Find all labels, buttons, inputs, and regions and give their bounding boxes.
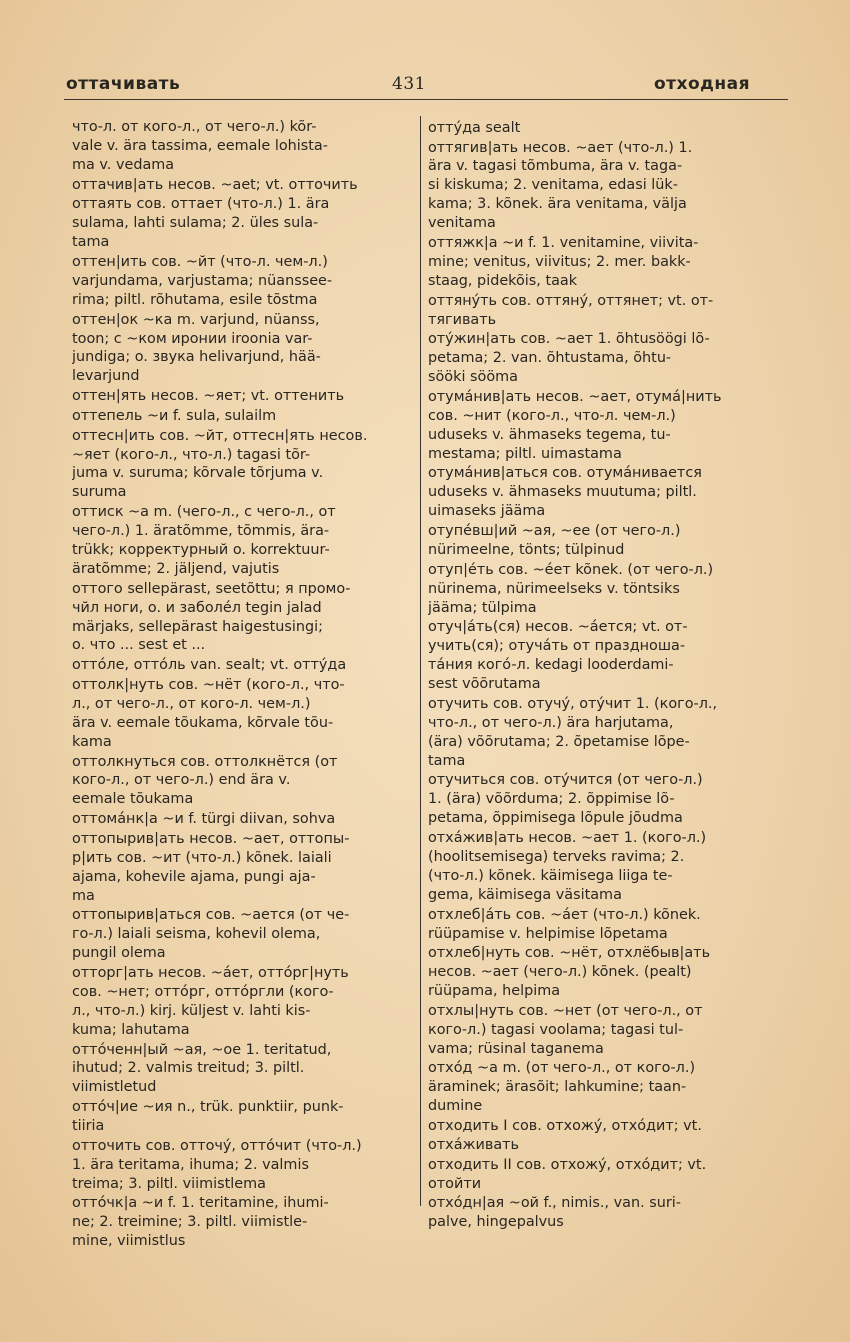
dictionary-entry-line: оттопырив|ать несов. ~aет, оттопы- bbox=[72, 830, 350, 847]
dictionary-entry-line: отхлы|нуть сов. ~нет (от чего-л., от bbox=[428, 1002, 703, 1019]
dictionary-text-line: rüüpamise v. helpimise lõpetama bbox=[428, 925, 668, 942]
dictionary-text-line: äratõmme; 2. jäljend, vajutis bbox=[72, 560, 280, 577]
dictionary-text-line: jundiga; o. звука helivarjund, hää- bbox=[72, 349, 321, 366]
dictionary-entry-line: отточить сов. оттoчý, оттóчит (что-л.) bbox=[72, 1137, 362, 1154]
dictionary-text-line: tama bbox=[428, 752, 466, 769]
dictionary-text-line: uduseks v. ähmaseks muutuma; piltl. bbox=[428, 484, 697, 501]
dictionary-text-line: отойти bbox=[428, 1175, 482, 1192]
dictionary-text-line: сов. ~нит (кого-л., что-л. чем-л.) bbox=[428, 407, 676, 424]
dictionary-text-line: vama; rüsinal taganema bbox=[428, 1040, 604, 1057]
dictionary-text-line: го-л.) laiali seisma, kohevil olema, bbox=[72, 926, 321, 943]
dictionary-text-line: ma bbox=[72, 887, 95, 904]
dictionary-text-line: кого-л.) tagasi voolama; tagasi tul- bbox=[428, 1021, 684, 1038]
dictionary-text-line: чего-л.) 1. äratõmme, tõmmis, ära- bbox=[72, 523, 330, 540]
dictionary-text-line: toon; с ~ком иронии iroonia var- bbox=[72, 330, 313, 347]
dictionary-text-line: что-л. от кого-л., от чего-л.) kõr- bbox=[72, 119, 317, 135]
dictionary-text-line: palve, hingepalvus bbox=[428, 1214, 564, 1231]
dictionary-text-line: ära v. eemale tõukama, kõrvale tõu- bbox=[72, 714, 334, 731]
dictionary-entry-line: отхáжив|ать несов. ~aет 1. (кого-л.) bbox=[428, 830, 707, 847]
dictionary-entry-line: оттóле, оттóль van. sealt; vt. оттýда bbox=[72, 657, 347, 674]
dictionary-text-line: sööki sööma bbox=[428, 369, 518, 386]
dictionary-text-line: что-л., от чего-л.) ära harjutama, bbox=[428, 714, 674, 731]
dictionary-text-line: trükk; корректурный o. korrektuur- bbox=[72, 542, 330, 558]
dictionary-entry-line: оттен|ок ~ка m. varjund, nüanss, bbox=[72, 311, 320, 328]
dictionary-text-line: учить(ся); отучáть от праздноша- bbox=[428, 638, 686, 655]
dictionary-text-line: ma v. vedama bbox=[72, 156, 175, 173]
header-rule bbox=[64, 99, 788, 100]
dictionary-entry-line: отучиться сов. отýчится (от чего-л.) bbox=[428, 772, 703, 789]
dictionary-text-line: pungil olema bbox=[72, 945, 166, 962]
dictionary-entry-line: оттягив|ать несов. ~aет (что-л.) 1. bbox=[428, 139, 693, 156]
header-guide-word-left: оттачивать bbox=[66, 74, 181, 94]
dictionary-text-line: tiiria bbox=[72, 1118, 105, 1135]
dictionary-text-line: (hoolitsemisega) terveks ravima; 2. bbox=[428, 848, 685, 865]
dictionary-text-line: sest võõrutama bbox=[428, 676, 541, 693]
dictionary-text-line: juma v. suruma; kõrvale tõrjuma v. bbox=[72, 465, 324, 482]
dictionary-text-line: si kiskuma; 2. venitama, edasi lük- bbox=[428, 177, 678, 194]
left-column bbox=[72, 118, 420, 1251]
dictionary-text-line: treima; 3. piltl. viimistlema bbox=[72, 1175, 266, 1192]
dictionary-text-line: uimaseks jääma bbox=[428, 503, 546, 520]
dictionary-text-line: л., от чего-л., от кого-л. чем-л.) bbox=[72, 695, 311, 712]
dictionary-text-line: несов. ~aет (чего-л.) kõnek. (pealt) bbox=[428, 964, 692, 981]
dictionary-entry-line: оттóчк|а ~и f. 1. teritamine, ihumi- bbox=[72, 1195, 329, 1212]
dictionary-text-line: nürinema, nürimeelseks v. töntsiks bbox=[428, 580, 680, 597]
dictionary-text-line: vale v. ära tassima, eemale lohista- bbox=[72, 137, 328, 154]
dictionary-entry-line: оттопырив|аться сов. ~ается (от че- bbox=[72, 907, 350, 924]
dictionary-entry-line: отхлеб|нуть сов. ~нёт, отхлёбыв|ать bbox=[428, 945, 711, 962]
dictionary-text-line: uduseks v. ähmaseks tegema, tu- bbox=[428, 426, 671, 443]
dictionary-entry-line: оттóч|ие ~ия n., trük. punktiir, punk- bbox=[72, 1099, 344, 1116]
header-guide-word-right: отходная bbox=[653, 74, 750, 94]
dictionary-text-line: varjundama, varjustama; nüanssee- bbox=[72, 272, 333, 289]
dictionary-entry-line: оттýда sealt bbox=[428, 119, 521, 136]
page-number: 431 bbox=[392, 74, 426, 94]
dictionary-entry-line: отхóд ~а m. (от чего-л., от кого-л.) bbox=[428, 1060, 696, 1077]
dictionary-entry-line: отуч|áть(ся) несов. ~áется; vt. от- bbox=[428, 619, 688, 636]
dictionary-entry-line: оттóченн|ый ~ая, ~ое 1. teritatud, bbox=[72, 1041, 332, 1058]
dictionary-text-line: ära v. tagasi tõmbuma, ära v. taga- bbox=[428, 158, 683, 175]
dictionary-text-line: petama; 2. van. õhtustama, õhtu- bbox=[428, 350, 672, 367]
dictionary-text-line: (ära) võõrutama; 2. õpetamise lõpe- bbox=[428, 733, 690, 750]
dictionary-text-line: 1. (ära) võõrduma; 2. õppimise lõ- bbox=[428, 791, 675, 808]
dictionary-text-line: sulama, lahti sulama; 2. üles sula- bbox=[72, 215, 319, 232]
dictionary-entry-line: оттолкнуться сов. оттолкнётся (от bbox=[72, 753, 338, 770]
dictionary-text-line: venitama bbox=[428, 215, 496, 232]
dictionary-text-line: р|ить сов. ~ит (что-л.) kõnek. laiali bbox=[72, 849, 332, 866]
dictionary-text-line: o. что ... sest et ... bbox=[72, 637, 206, 654]
dictionary-text-line: ajama, kohevile ajama, pungi aja- bbox=[72, 868, 316, 885]
dictionary-entry-line: отумáнив|ать несов. ~aет, отумá|нить bbox=[428, 388, 722, 405]
dictionary-text-line: rima; piltl. rõhutama, esile tõstma bbox=[72, 291, 318, 308]
dictionary-entry-line: оттянýть сов. оттянý, оттянет; vt. от- bbox=[428, 292, 714, 309]
dictionary-text-line: кого-л., от чего-л.) end ära v. bbox=[72, 772, 291, 789]
dictionary-entry-line: оттен|ять несов. ~яет; vt. оттенить bbox=[72, 388, 345, 405]
dictionary-entry-line: отходить II сов. отхожý, отхóдит; vt. bbox=[428, 1156, 707, 1173]
dictionary-entry-line: оттесн|ить сов. ~йт, оттесн|ять несов. bbox=[72, 427, 368, 444]
dictionary-text-line: märjaks, sellepärast haigestusingi; bbox=[72, 618, 323, 635]
dictionary-text-line: dumine bbox=[428, 1098, 483, 1115]
dictionary-text-line: äraminek; ärasõit; lahkumine; taan- bbox=[428, 1079, 687, 1096]
dictionary-entry-line: отýжин|ать сов. ~aет 1. õhtusöögi lõ- bbox=[428, 331, 710, 348]
dictionary-text-line: suruma bbox=[72, 484, 127, 501]
dictionary-entry-line: отуп|éть сов. ~éет kõnek. (от чего-л.) bbox=[428, 561, 714, 578]
dictionary-entry-line: отупéвш|ий ~ая, ~ее (от чего-л.) bbox=[428, 523, 681, 540]
right-column bbox=[428, 118, 766, 1232]
dictionary-text-line: отхáживать bbox=[428, 1137, 520, 1154]
dictionary-text-line: mine, viimistlus bbox=[72, 1233, 186, 1250]
dictionary-text-line: mestama; piltl. uimastama bbox=[428, 445, 622, 462]
dictionary-entry-line: оттаять сов. оттает (что-л.) 1. ära bbox=[72, 196, 330, 213]
dictionary-text-line: staag, pidekõis, taak bbox=[428, 272, 578, 289]
dictionary-entry-line: оттого sellepärast, seetõttu; я промо- bbox=[72, 580, 351, 597]
dictionary-entry-line: оттепель ~и f. sula, sulailm bbox=[72, 407, 277, 424]
dictionary-text-line: jääma; tülpima bbox=[428, 599, 537, 616]
dictionary-text-line: kama bbox=[72, 733, 112, 750]
dictionary-text-line: kuma; lahutama bbox=[72, 1021, 190, 1038]
dictionary-text-line: mine; venitus, viivitus; 2. mer. bakk- bbox=[428, 253, 691, 270]
column-divider bbox=[420, 116, 421, 1206]
dictionary-entry-line: оттиск ~а m. (чего-л., с чего-л., от bbox=[72, 504, 336, 521]
dictionary-entry-line: оттяжк|а ~и f. 1. venitamine, viivita- bbox=[428, 235, 699, 252]
dictionary-text-line: levarjund bbox=[72, 368, 140, 385]
dictionary-text-line: тягивать bbox=[428, 311, 497, 328]
dictionary-text-line: tama bbox=[72, 234, 110, 251]
dictionary-entry-line: оттолк|нуть сов. ~нёт (кого-л., что- bbox=[72, 676, 345, 693]
dictionary-text-line: viimistletud bbox=[72, 1079, 157, 1096]
dictionary-text-line: тáния когó-л. kedagi looderdami- bbox=[428, 657, 674, 674]
dictionary-text-line: gema, käimisega väsitama bbox=[428, 886, 622, 903]
dictionary-text-line: сов. ~нет; оттóрг, оттóргли (кого- bbox=[72, 983, 334, 1000]
dictionary-entry-line: отторг|ать несов. ~áет, оттóрг|нуть bbox=[72, 965, 349, 981]
dictionary-entry-line: оттен|ить сов. ~йт (что-л. чем-л.) bbox=[72, 253, 328, 270]
dictionary-text-line: petama, õppimisega lõpule jõudma bbox=[428, 810, 683, 827]
dictionary-text-line: (что-л.) kõnek. käimisega liiga te- bbox=[428, 867, 673, 884]
dictionary-text-line: kama; 3. kõnek. ära venitama, välja bbox=[428, 196, 687, 213]
dictionary-entry-line: отхлеб|áть сов. ~áет (что-л.) kõnek. bbox=[428, 906, 701, 923]
dictionary-text-line: eemale tõukama bbox=[72, 791, 194, 808]
dictionary-text-line: чйл ноги, o. и заболéл tegin jalad bbox=[72, 599, 322, 616]
dictionary-entry-line: отучить сов. отучý, отýчит 1. (кого-л., bbox=[428, 695, 718, 712]
dictionary-entry-line: отхóдн|ая ~ой f., nimis., van. suri- bbox=[428, 1195, 681, 1212]
dictionary-entry-line: отумáнив|аться сов. отумáнивается bbox=[428, 465, 702, 482]
dictionary-text-line: rüüpama, helpima bbox=[428, 983, 561, 1000]
dictionary-text-line: ne; 2. treimine; 3. piltl. viimistle- bbox=[72, 1214, 308, 1231]
dictionary-text-line: 1. ära teritama, ihuma; 2. valmis bbox=[72, 1156, 309, 1173]
dictionary-text-line: л., что-л.) kirj. küljest v. lahti kis- bbox=[72, 1002, 311, 1019]
dictionary-entry-line: оттачив|ать несов. ~aet; vt. отточить bbox=[72, 176, 358, 193]
dictionary-text-line: ~яет (кого-л., что-л.) tagasi tõr- bbox=[72, 446, 311, 463]
dictionary-text-line: nürimeelne, tönts; tülpinud bbox=[428, 542, 625, 558]
dictionary-entry-line: отходить I сов. отхожý, отхóдит; vt. bbox=[428, 1118, 702, 1135]
dictionary-text-line: ihutud; 2. valmis treitud; 3. piltl. bbox=[72, 1060, 305, 1077]
dictionary-entry-line: оттомáнк|а ~и f. türgi diivan, sohva bbox=[72, 811, 336, 828]
